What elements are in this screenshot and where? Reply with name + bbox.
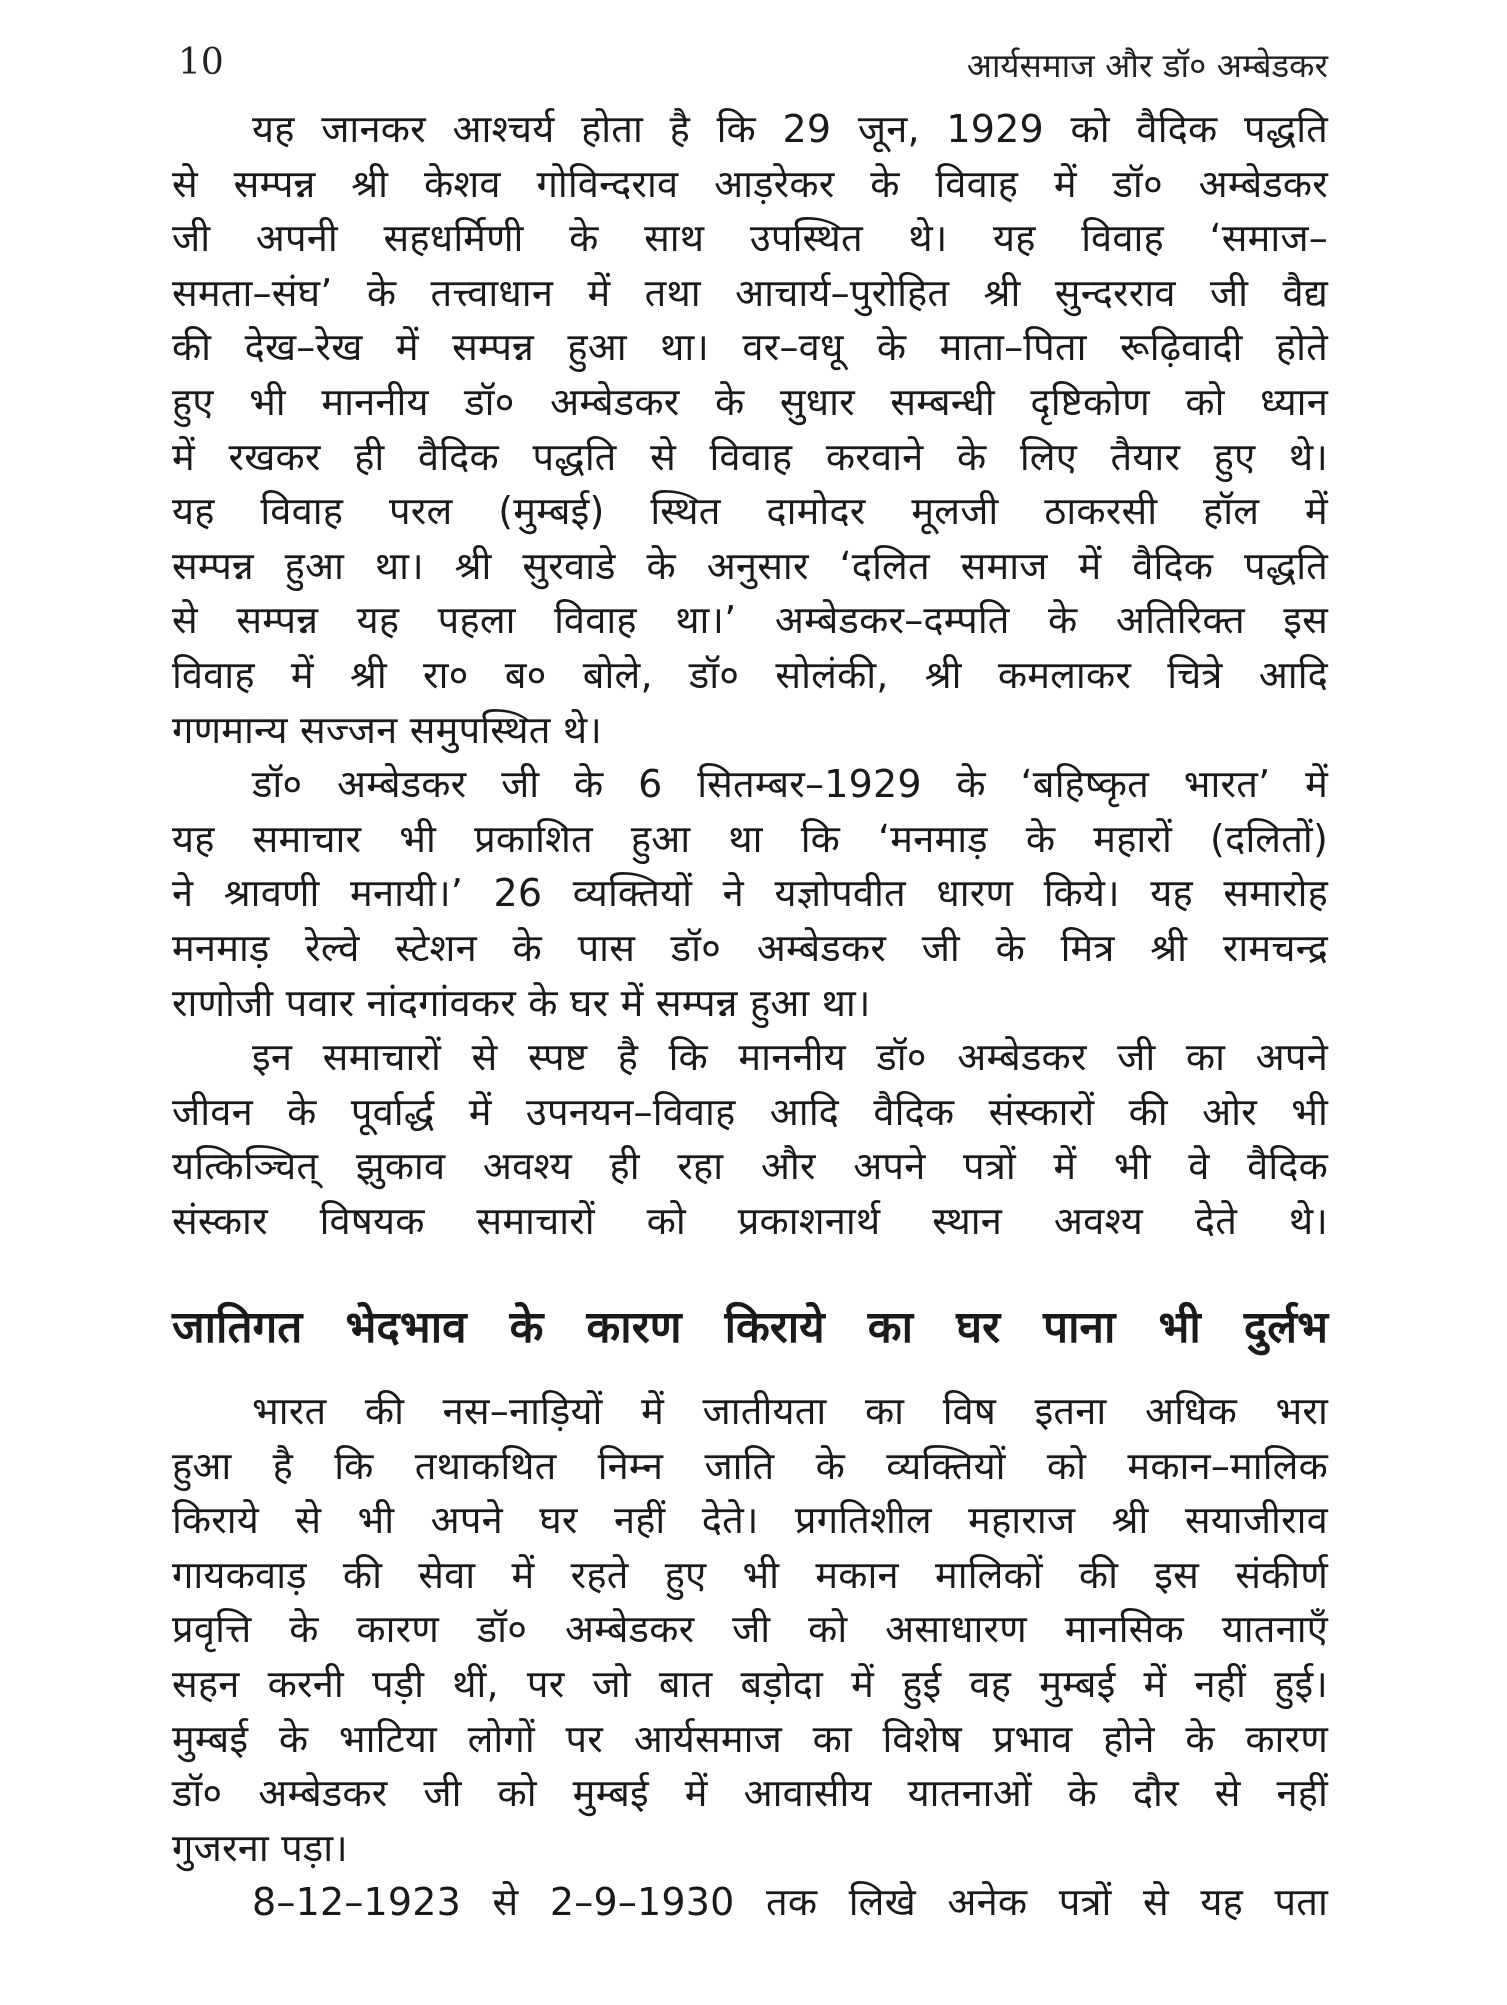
text-line: यह समाचार भी प्रकाशित हुआ था कि ‘मनमाड़ के महारों (दलितों) (172, 816, 1328, 861)
text-line: मुम्बई के भाटिया लोगों पर आर्यसमाज का विशेष प्रभाव होने के कारण (172, 1716, 1328, 1761)
text-line: 8–12–1923 से 2–9–1930 तक लिखे अनेक पत्रों से यह पता (252, 1880, 1328, 1925)
text-line: राणोजी पवार नांदगांवकर के घर में सम्पन्न हुआ था। (172, 980, 871, 1025)
text-line: गायकवाड़ की सेवा में रहते हुए भी मकान मालिकों की इस संकीर्ण (172, 1552, 1328, 1597)
text-line: सम्पन्न हुआ था। श्री सुरवाडे के अनुसार ‘दलित समाज में वैदिक पद्धति (172, 543, 1328, 588)
page-number: 10 (178, 42, 224, 83)
text-line: से सम्पन्न यह पहला विवाह था।’ अम्बेडकर–दम्पति के अतिरिक्त इस (172, 598, 1328, 643)
text-line: यत्किञ्चित् झुकाव अवश्य ही रहा और अपने पत्रों में भी वे वैदिक (172, 1144, 1328, 1189)
text-line: ने श्रावणी मनायी।’ 26 व्यक्तियों ने यज्ञोपवीत धारण किये। यह समारोह (172, 871, 1328, 916)
text-line: की देख–रेख में सम्पन्न हुआ था। वर–वधू के माता–पिता रूढ़िवादी होते (172, 325, 1328, 370)
text-line: संस्कार विषयक समाचारों को प्रकाशनार्थ स्थान अवश्य देते थे। (172, 1198, 1328, 1243)
page-header (178, 42, 1328, 102)
text-line: गुजरना पड़ा। (172, 1825, 348, 1870)
text-line: समता–संघ’ के तत्त्वाधान में तथा आचार्य–पुरोहित श्री सुन्दरराव जी वैद्य (172, 270, 1328, 315)
text-line: यह विवाह परल (मुम्बई) स्थित दामोदर मूलजी ठाकरसी हॉल में (172, 489, 1328, 534)
text-line: किराये से भी अपने घर नहीं देते। प्रगतिशील महाराज श्री सयाजीराव (172, 1498, 1328, 1543)
text-line: जी अपनी सहधर्मिणी के साथ उपस्थित थे। यह विवाह ‘समाज– (172, 216, 1328, 261)
text-line: हुए भी माननीय डॉ० अम्बेडकर के सुधार सम्बन्धी दृष्टिकोण को ध्यान (172, 379, 1328, 424)
text-line: गणमान्य सज्जन समुपस्थित थे। (172, 707, 602, 752)
text-line: मनमाड़ रेल्वे स्टेशन के पास डॉ० अम्बेडकर जी के मित्र श्री रामचन्द्र (172, 925, 1328, 970)
text-line: यह जानकर आश्चर्य होता है कि 29 जून, 1929 को वैदिक पद्धति (252, 107, 1328, 151)
text-line: इन समाचारों से स्पष्ट है कि माननीय डॉ० अम्बेडकर जी का अपने (252, 1035, 1328, 1080)
text-line: हुआ है कि तथाकथित निम्न जाति के व्यक्तियों को मकान–मालिक (172, 1443, 1328, 1488)
text-line: डॉ० अम्बेडकर जी को मुम्बई में आवासीय यातनाओं के दौर से नहीं (172, 1771, 1328, 1816)
text-line: से सम्पन्न श्री केशव गोविन्दराव आड़रेकर के विवाह में डॉ० अम्बेडकर (172, 161, 1328, 206)
text-line: जीवन के पूर्वार्द्ध में उपनयन–विवाह आदि वैदिक संस्कारों की ओर भी (172, 1089, 1328, 1134)
text-line: सहन करनी पड़ी थीं, पर जो बात बड़ोदा में हुई वह मुम्बई में नहीं हुई। (172, 1661, 1328, 1706)
text-line: विवाह में श्री रा० ब० बोले, डॉ० सोलंकी, श्री कमलाकर चित्रे आदि (172, 652, 1328, 697)
text-line: भारत की नस–नाड़ियों में जातीयता का विष इतना अधिक भरा (252, 1389, 1328, 1433)
body-text-section-2 (172, 1384, 1328, 1930)
text-line: डॉ० अम्बेडकर जी के 6 सितम्बर–1929 के ‘बहिष्कृत भारत’ में (252, 762, 1328, 807)
running-title: आर्यसमाज और डॉ० अम्बेडकर (966, 46, 1328, 85)
section-heading: जातिगत भेदभाव के कारण किराये का घर पाना भी दुर्लभ (172, 1302, 1328, 1353)
text-line: प्रवृत्ति के कारण डॉ० अम्बेडकर जी को असाधारण मानसिक यातनाएँ (172, 1607, 1328, 1652)
text-line: में रखकर ही वैदिक पद्धति से विवाह करवाने के लिए तैयार हुए थे। (172, 434, 1328, 479)
body-text-section-1 (172, 102, 1328, 1248)
